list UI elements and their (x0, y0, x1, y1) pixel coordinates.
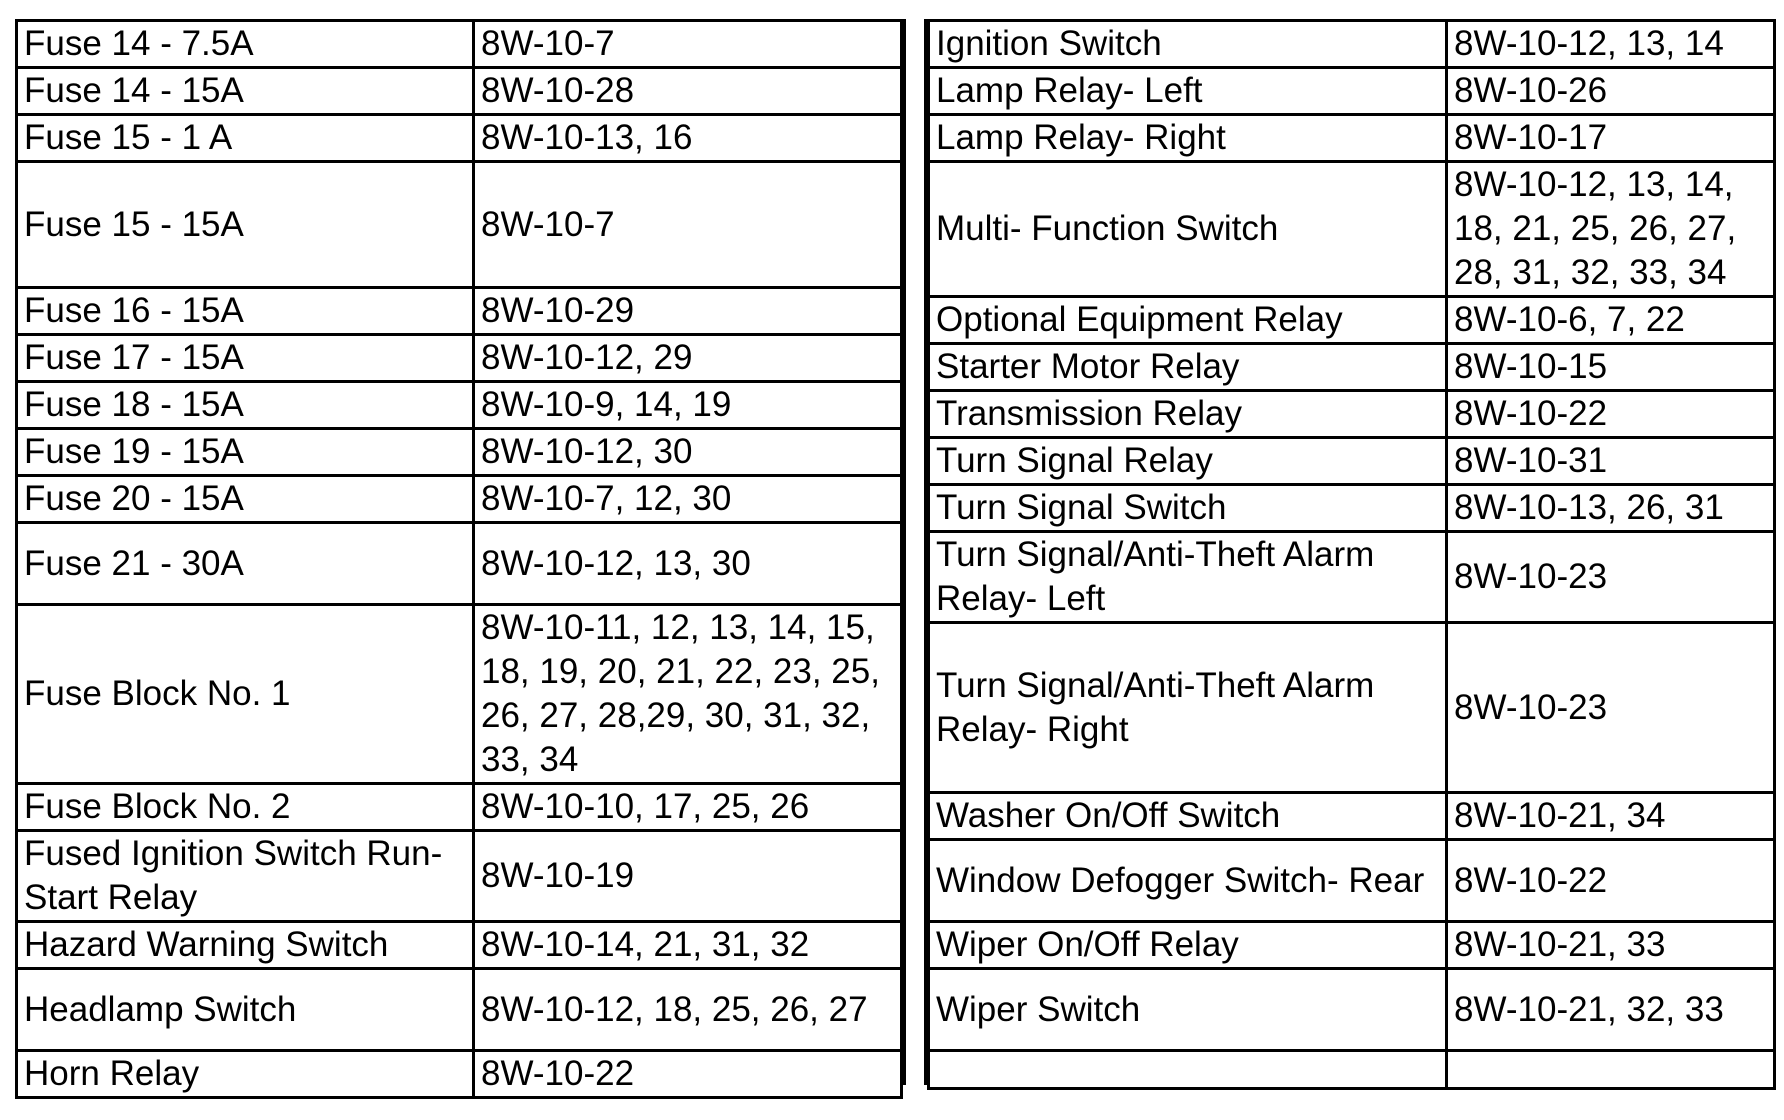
page-reference-cell: 8W-10-22 (1447, 840, 1775, 922)
component-cell (929, 1051, 1447, 1089)
component-cell: Fuse Block No. 1 (17, 605, 474, 784)
table-row (17, 784, 902, 831)
table-row (929, 793, 1775, 840)
table-row (929, 162, 1775, 297)
page-reference-cell: 8W-10-13, 16 (474, 115, 902, 162)
page-reference-cell: 8W-10-7, 12, 30 (474, 476, 902, 523)
page-reference-cell: 8W-10-12, 13, 14, 18, 21, 25, 26, 27, 28, 31, 32, 33, 34 (1447, 162, 1775, 297)
table-row (929, 344, 1775, 391)
page-reference-cell: 8W-10-23 (1447, 532, 1775, 623)
component-cell: Turn Signal/Anti-Theft Alarm Relay- Left (929, 532, 1447, 623)
table-row (929, 438, 1775, 485)
page-reference-cell: 8W-10-12, 13, 14 (1447, 21, 1775, 68)
component-cell: Hazard Warning Switch (17, 922, 474, 969)
page-reference-cell: 8W-10-19 (474, 831, 902, 922)
table-row (17, 382, 902, 429)
page-reference-cell: 8W-10-12, 30 (474, 429, 902, 476)
component-cell: Horn Relay (17, 1051, 474, 1098)
column-divider (903, 19, 927, 1085)
page-reference-cell: 8W-10-13, 26, 31 (1447, 485, 1775, 532)
left-index-table (15, 19, 903, 1099)
page-reference-cell: 8W-10-21, 32, 33 (1447, 969, 1775, 1051)
page-reference-cell: 8W-10-31 (1447, 438, 1775, 485)
page-reference-cell: 8W-10-22 (1447, 391, 1775, 438)
table-row (17, 831, 902, 922)
table-row (929, 623, 1775, 793)
table-row (17, 429, 902, 476)
component-cell: Turn Signal Switch (929, 485, 1447, 532)
page-reference-cell: 8W-10-12, 29 (474, 335, 902, 382)
page-reference-cell: 8W-10-17 (1447, 115, 1775, 162)
table-row (17, 922, 902, 969)
component-cell: Multi- Function Switch (929, 162, 1447, 297)
component-cell: Optional Equipment Relay (929, 297, 1447, 344)
table-row (929, 68, 1775, 115)
table-row (929, 922, 1775, 969)
table-row (17, 969, 902, 1051)
table-row (17, 288, 902, 335)
page-reference-cell (1447, 1051, 1775, 1089)
page-reference-cell: 8W-10-10, 17, 25, 26 (474, 784, 902, 831)
table-row (17, 476, 902, 523)
table-row (17, 1051, 902, 1098)
component-cell: Wiper On/Off Relay (929, 922, 1447, 969)
right-index-table (927, 19, 1776, 1090)
wiring-index-sheet (15, 19, 1776, 1099)
component-cell: Fuse 15 - 15A (17, 162, 474, 288)
page-reference-cell: 8W-10-14, 21, 31, 32 (474, 922, 902, 969)
table-row (17, 335, 902, 382)
page-reference-cell: 8W-10-26 (1447, 68, 1775, 115)
page-reference-cell: 8W-10-7 (474, 162, 902, 288)
page-reference-cell: 8W-10-11, 12, 13, 14, 15, 18, 19, 20, 21, 22, 23, 25, 26, 27, 28,29, 30, 31, 32, 33, 34 (474, 605, 902, 784)
component-cell: Fuse Block No. 2 (17, 784, 474, 831)
component-cell: Fuse 17 - 15A (17, 335, 474, 382)
component-cell: Lamp Relay- Left (929, 68, 1447, 115)
component-cell: Fuse 19 - 15A (17, 429, 474, 476)
page-reference-cell: 8W-10-7 (474, 21, 902, 68)
table-row (929, 840, 1775, 922)
table-row (929, 969, 1775, 1051)
table-row (17, 115, 902, 162)
page-reference-cell: 8W-10-6, 7, 22 (1447, 297, 1775, 344)
page-reference-cell: 8W-10-9, 14, 19 (474, 382, 902, 429)
component-cell: Fuse 21 - 30A (17, 523, 474, 605)
page-reference-cell: 8W-10-15 (1447, 344, 1775, 391)
component-cell: Starter Motor Relay (929, 344, 1447, 391)
page-reference-cell: 8W-10-28 (474, 68, 902, 115)
component-cell: Lamp Relay- Right (929, 115, 1447, 162)
component-cell: Fuse 16 - 15A (17, 288, 474, 335)
page-reference-cell: 8W-10-22 (474, 1051, 902, 1098)
page-reference-cell: 8W-10-21, 34 (1447, 793, 1775, 840)
page-reference-cell: 8W-10-23 (1447, 623, 1775, 793)
page-reference-cell: 8W-10-29 (474, 288, 902, 335)
table-row (929, 21, 1775, 68)
component-cell: Turn Signal/Anti-Theft Alarm Relay- Right (929, 623, 1447, 793)
component-cell: Headlamp Switch (17, 969, 474, 1051)
table-row (929, 297, 1775, 344)
component-cell: Window Defogger Switch- Rear (929, 840, 1447, 922)
table-row (17, 605, 902, 784)
table-row (929, 391, 1775, 438)
component-cell: Turn Signal Relay (929, 438, 1447, 485)
component-cell: Transmission Relay (929, 391, 1447, 438)
table-row (929, 115, 1775, 162)
table-row (17, 21, 902, 68)
table-row (929, 532, 1775, 623)
component-cell: Fuse 15 - 1 A (17, 115, 474, 162)
table-row (929, 1051, 1775, 1089)
component-cell: Fused Ignition Switch Run- Start Relay (17, 831, 474, 922)
table-row (17, 523, 902, 605)
page-reference-cell: 8W-10-12, 18, 25, 26, 27 (474, 969, 902, 1051)
component-cell: Fuse 18 - 15A (17, 382, 474, 429)
component-cell: Washer On/Off Switch (929, 793, 1447, 840)
page-reference-cell: 8W-10-12, 13, 30 (474, 523, 902, 605)
component-cell: Fuse 14 - 15A (17, 68, 474, 115)
table-row (929, 485, 1775, 532)
component-cell: Ignition Switch (929, 21, 1447, 68)
table-row (17, 162, 902, 288)
table-row (17, 68, 902, 115)
component-cell: Fuse 20 - 15A (17, 476, 474, 523)
page-reference-cell: 8W-10-21, 33 (1447, 922, 1775, 969)
component-cell: Fuse 14 - 7.5A (17, 21, 474, 68)
component-cell: Wiper Switch (929, 969, 1447, 1051)
